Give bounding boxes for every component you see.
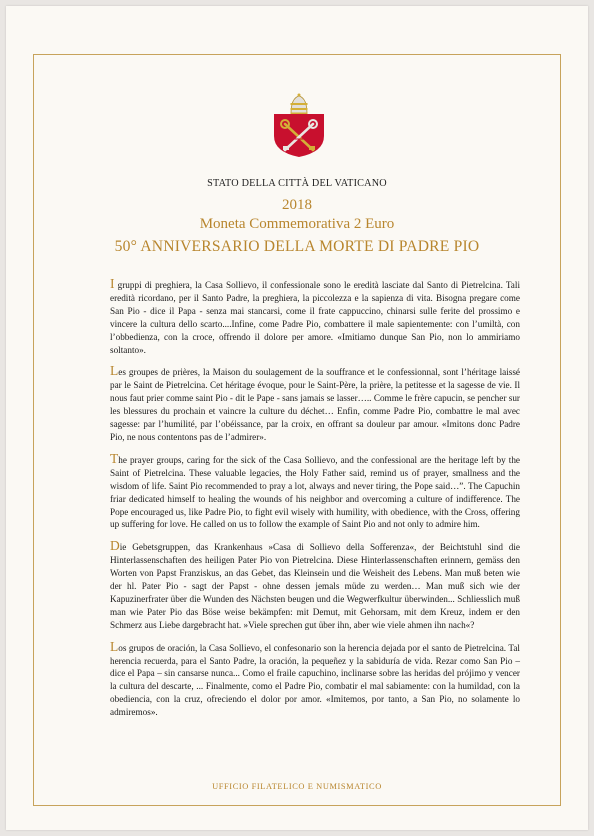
vatican-coat-of-arms-icon bbox=[271, 92, 327, 158]
drop-cap: I bbox=[110, 276, 115, 291]
paragraph-text: ie Gebetsgruppen, das Krankenhaus »Casa di Sollievo della Sofferenza«, der Beichtstuhl sind die Hinterlassenschaften des heiligen Pater Pio von Pietrelcina. Diese Hinterlassenschaften erinnern, gemäss den Worten von Papst Franziskus, an das Gebet, das Kleinsein und die Weisheit des Lebens. Man muß beten wie der hl. Pater Pio - sagt der Papst - ohne dessen jemals müde zu werden… Man muß sich wie der Kapuzinerfrater über die Wunden des Nächsten beugen und die Wegwerfkultur überwinden... Schliesslich muß man wie Pater Pio das Böse weise bekämpfen: mit Demut, mit Gehorsam, mit dem Kreuz, indem er den Schmerz aus Liebe dargebracht hat. »Viele sprechen gut über ihn, aber wie viele ahmen ihn nach«? bbox=[110, 542, 520, 630]
paragraph-text: he prayer groups, caring for the sick of the Casa Sollievo, and the confessional are the heritage left by the Saint of Pietrelcina. These valuable legacies, the Holy Father said, remind us of prayer, smallness and the wisdom of life. Saint Pio recommended to pray a lot, always and never tiring, the Pope said…”. The Capuchin friar dedicated himself to healing the wounds of his neighbor and overcoming a culture of indifference. The Pope encouraged us, like Padre Pio, to fight evil wisely with humility, with obedience, with the Cross, offering up suffering for love. He called on us to follow the example of Saint Pio and not only to admire him. bbox=[110, 454, 520, 530]
drop-cap: L bbox=[110, 363, 119, 379]
paragraph-english bbox=[110, 450, 520, 531]
document-sheet bbox=[6, 6, 588, 830]
paragraph-german bbox=[110, 538, 520, 631]
state-name: STATO DELLA CITTÀ DEL VATICANO bbox=[207, 178, 387, 189]
body-text bbox=[110, 276, 520, 729]
drop-cap: T bbox=[110, 450, 119, 466]
paragraph-spanish bbox=[110, 638, 520, 719]
paragraph-text: es groupes de prières, la Maison du soulagement de la souffrance et le confessionnal, sont l’héritage laissé par le Saint de Pietrelcina. Cet héritage évoque, pour le Saint-Père, la prière, la petitesse et la sagesse de vie. Il nous faut prier comme saint Pio - dit le Pape - sans jamais se lasser….. Comme le frère capucin, se pencher sur les blessures du prochain et vaincre la culture du déchet… Enfin, comme Padre Pio, combattre le mal avec sagesse: par l’humilité, par l’obéissance, par la croix, en offrant sa douleur par amour. «Imitons donc Padre Pio, ne nous contentons pas de l’admirer». bbox=[110, 367, 520, 442]
year: 2018 bbox=[282, 197, 312, 213]
coin-title: Moneta Commemorativa 2 Euro bbox=[199, 216, 395, 232]
paragraph-french bbox=[110, 363, 520, 443]
paragraph-text: gruppi di preghiera, la Casa Sollievo, il confessionale sono le eredità lasciate dal Santo di Pietrelcina. Tali eredità ricordano, per il Santo Padre, la preghiera, la piccolezza e la sapienza di vita. Bisogna pregare come San Pio - dice il Papa - senza mai stancarsi, come il frate cappuccino, chinarsi sulle ferite del prossimo e vincere la cultura dello scarto....Infine, come Padre Pio, combattere il male sapientemente: con l’umiltà, con l’obbedienza, con la croce, offrendo il dolore per amore. «Imitiamo dunque San Pio, non lo ammiriamo soltanto». bbox=[110, 280, 520, 355]
page-title: 50° ANNIVERSARIO DELLA MORTE DI PADRE PIO bbox=[114, 238, 480, 255]
paragraph-text: os grupos de oración, la Casa Sollievo, el confesonario son la herencia dejada por el santo de Pietrelcina. Tal herencia recuerda, para el Santo Padre, la oración, la pequeñez y la sabiduría de vida. Rezar como San Pio – dice el Papa – sin cansarse nunca... Como el fraile capuchino, inclinarse sobre las heridas del prójimo y vencer la cultura del descarte, ... Finalmente, como el Padre Pio, combatir el mal sabiamente: con la humildad, con la obediencia, con la cruz, ofreciendo el dolor por amor. «Imitemos, por tanto, a San Pio, no solamente lo admiremos». bbox=[110, 642, 520, 718]
paragraph-italian bbox=[110, 276, 520, 356]
drop-cap: L bbox=[110, 638, 119, 654]
drop-cap: D bbox=[110, 538, 120, 554]
papal-tiara-icon bbox=[291, 94, 308, 115]
footer-office: UFFICIO FILATELICO E NUMISMATICO bbox=[212, 782, 382, 791]
